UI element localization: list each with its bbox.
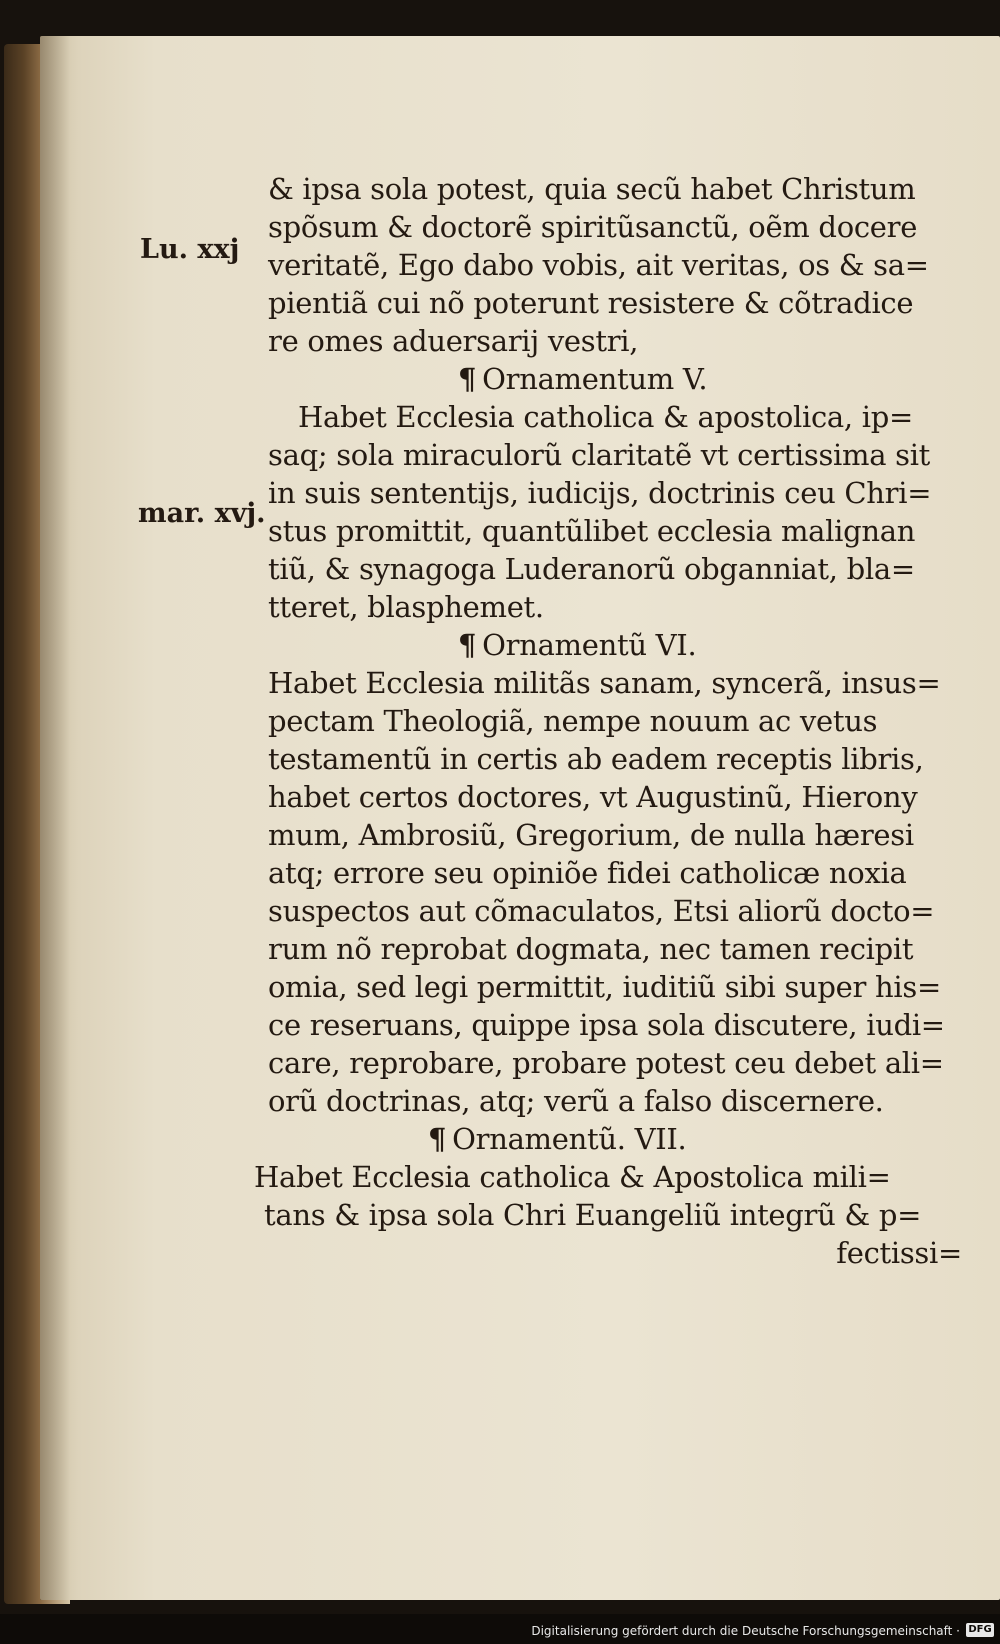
text-line: rum nõ reprobat dogmata, nec tamen recipit <box>268 932 914 966</box>
text-line: testamentũ in certis ab eadem receptis libris, <box>268 742 924 776</box>
text-line: tteret, blasphemet. <box>268 590 544 624</box>
section-heading <box>268 1120 978 1158</box>
margin-note-mark: mar. xvj. <box>138 498 266 529</box>
dfg-logo: DFG <box>966 1623 994 1637</box>
pilcrow-glyph: ¶ <box>428 1122 447 1156</box>
gutter-shadow <box>40 36 70 1600</box>
text-line: tiũ, & synagoga Luderanorũ obganniat, bla= <box>268 552 915 586</box>
text-line: pectam Theologiã, nempe nouum ac vetus <box>268 704 878 738</box>
text-line: veritatẽ, Ego dabo vobis, ait veritas, os & sa= <box>268 248 929 282</box>
text-line: suspectos aut cõmaculatos, Etsi aliorũ docto= <box>268 894 935 928</box>
text-line: spõsum & doctorẽ spiritũsanctũ, oẽm docere <box>268 210 918 244</box>
text-line: re omes aduersarij vestri, <box>268 324 639 358</box>
text-line: mum, Ambrosiũ, Gregorium, de nulla hæresi <box>268 818 914 852</box>
catchword: fectissi= <box>836 1236 962 1270</box>
footer-credit: Digitalisierung gefördert durch die Deutsche Forschungsgemeinschaft · <box>531 1624 960 1638</box>
text-line: saq; sola miraculorũ claritatẽ vt certissima sit <box>268 438 931 472</box>
text-line: omia, sed legi permittit, iuditiũ sibi super his= <box>268 970 941 1004</box>
heading-label: Ornamentũ VI. <box>482 628 697 662</box>
text-line: pientiã cui nõ poterunt resistere & cõtradice <box>268 286 914 320</box>
text-line: orũ doctrinas, atq; verũ a falso discernere. <box>268 1084 884 1118</box>
margin-note-luke: Lu. xxj <box>140 234 240 265</box>
text-block <box>254 170 978 1272</box>
section-heading <box>268 626 978 664</box>
text-line: Habet Ecclesia catholica & Apostolica mili= <box>254 1160 891 1194</box>
text-line: stus promittit, quantũlibet ecclesia malignan <box>268 514 916 548</box>
text-line: in suis sententijs, iudicijs, doctrinis ceu Chri= <box>268 476 932 510</box>
pilcrow-glyph: ¶ <box>458 628 477 662</box>
text-line: Habet Ecclesia catholica & apostolica, ip= <box>298 400 913 434</box>
text-line: tans & ipsa sola Chri Euangeliũ integrũ & p= <box>264 1198 922 1232</box>
text-line: atq; errore seu opiniõe fidei catholicæ noxia <box>268 856 907 890</box>
section-heading <box>268 360 978 398</box>
text-line: Habet Ecclesia militãs sanam, syncerã, insus= <box>268 666 941 700</box>
heading-label: Ornamentũ. VII. <box>452 1122 687 1156</box>
text-line: ce reseruans, quippe ipsa sola discutere, iudi= <box>268 1008 945 1042</box>
text-line: care, reprobare, probare potest ceu debet ali= <box>268 1046 944 1080</box>
text-line: habet certos doctores, vt Augustinũ, Hierony <box>268 780 918 814</box>
text-line: & ipsa sola potest, quia secũ habet Christum <box>268 172 916 206</box>
heading-label: Ornamentum V. <box>482 362 708 396</box>
pilcrow-glyph: ¶ <box>458 362 477 396</box>
